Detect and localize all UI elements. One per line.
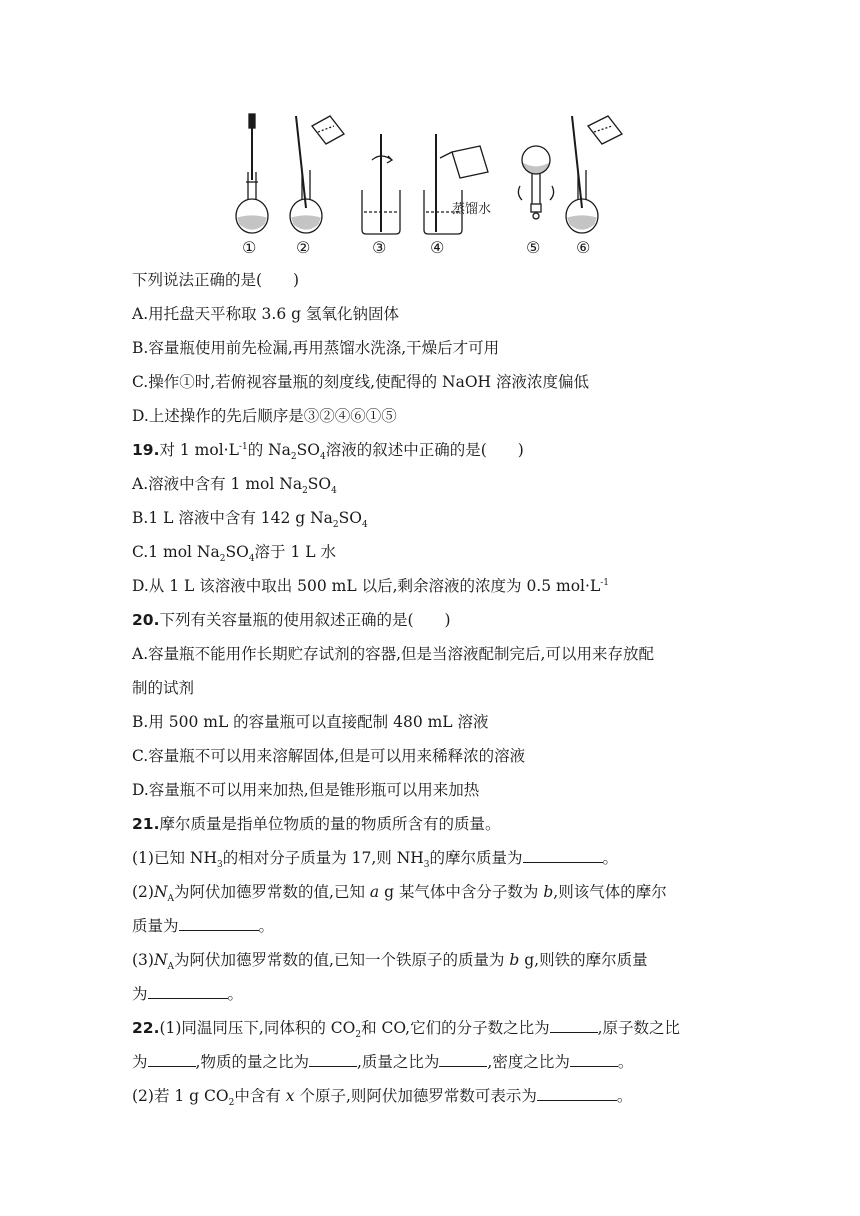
answer-blank[interactable] <box>570 1052 618 1067</box>
q20-option-a-line2: 制的试剂 <box>132 679 195 697</box>
q20-option-d: D.容量瓶不可以用来加热,但是锥形瓶可以用来加热 <box>132 781 480 799</box>
q19-option-a: A.溶液中含有 1 mol $Na_2SO_4$ <box>132 475 337 497</box>
question-number: 19. <box>132 441 160 459</box>
q18-option-a: A.用托盘天平称取 3.6 g 氢氧化钠固体 <box>132 305 399 323</box>
flask-shaking-illustration <box>518 146 553 219</box>
answer-blank[interactable] <box>523 848 603 863</box>
question-number: 20. <box>132 611 160 629</box>
step-label-3: ③ <box>372 238 387 257</box>
answer-blank[interactable] <box>148 1052 196 1067</box>
q21-stem: 21.摩尔质量是指单位物质的量的物质所含有的质量。 <box>132 815 501 833</box>
q21-part-3: $(3)N_A$为阿伏加德罗常数的值,已知一个铁原子的质量为 b g,则铁的摩尔质量 <box>132 951 648 973</box>
apparatus-figure <box>226 112 630 258</box>
step-label-4: ④ <box>430 238 445 257</box>
beaker-stirring-illustration <box>362 134 400 234</box>
step-label-5: ⑤ <box>526 238 541 257</box>
q21-part-2: $(2)N_A$为阿伏加德罗常数的值,已知 a g 某气体中含分子数为 b,则该气体的摩尔 <box>132 883 667 905</box>
q18-option-c: C.操作①时,若俯视容量瓶的刻度线,使配得的 NaOH 溶液浓度偏低 <box>132 373 589 391</box>
answer-blank[interactable] <box>550 1018 598 1033</box>
beaker-washbottle-illustration <box>424 134 488 234</box>
q21-part-1: (1)已知 $NH_3$的相对分子质量为 17,则 $NH_3$的摩尔质量为 。 <box>132 849 619 871</box>
flask-transfer-illustration <box>566 116 622 233</box>
answer-blank[interactable] <box>537 1086 617 1101</box>
q18-option-d: D.上述操作的先后顺序是③②④⑥①⑤ <box>132 407 397 425</box>
q22-part-1: 22.(1)同温同压下,同体积的 $CO_2$和 CO,它们的分子数之比为 ,原子数之比 <box>132 1019 681 1041</box>
step-label-6: ⑥ <box>576 238 591 257</box>
q22-part-2: (2)若 1 g $CO_2$中含有 x 个原子,则阿伏加德罗常数可表示为 。 <box>132 1087 633 1109</box>
q18-option-b: B.容量瓶使用前先检漏,再用蒸馏水洗涤,干燥后才可用 <box>132 339 500 357</box>
q19-option-c: C.1 mol $Na_2SO_4$溶于 1 L 水 <box>132 543 336 565</box>
distilled-water-label: 蒸馏水 <box>452 202 492 217</box>
answer-blank[interactable] <box>179 916 259 931</box>
step-label-1: ① <box>242 238 257 257</box>
answer-blank[interactable] <box>309 1052 357 1067</box>
answer-blank[interactable] <box>148 984 228 999</box>
q19-option-b: B.1 L 溶液中含有 142 g $Na_2SO_4$ <box>132 509 368 531</box>
q19-option-d: D.从 1 L 该溶液中取出 500 mL 以后,剩余溶液的浓度为 0.5 $mol\cdot L^{-1}$ <box>132 577 610 595</box>
q19-stem: 19.对 1 $mol\cdot L^{-1}$的 $Na_2SO_4$溶液的叙述中正确的是( ) <box>132 441 524 463</box>
q20-option-c: C.容量瓶不可以用来溶解固体,但是可以用来稀释浓的溶液 <box>132 747 526 765</box>
flask-pouring-illustration <box>290 116 344 233</box>
step-label-2: ② <box>296 238 311 257</box>
q20-option-b: B.用 500 mL 的容量瓶可以直接配制 480 mL 溶液 <box>132 713 489 731</box>
q18-stem: 下列说法正确的是( ) <box>132 271 300 289</box>
q21-part-2-line2: 质量为 。 <box>132 917 275 935</box>
answer-blank[interactable] <box>439 1052 487 1067</box>
question-number: 21. <box>132 815 160 833</box>
q20-option-a-line1: A.容量瓶不能用作长期贮存试剂的容器,但是当溶液配制完后,可以用来存放配 <box>132 645 654 663</box>
q20-stem: 20.下列有关容量瓶的使用叙述正确的是( ) <box>132 611 451 629</box>
question-number: 22. <box>132 1019 160 1037</box>
q21-part-3-line2: 为 。 <box>132 985 244 1003</box>
flask-dropper-illustration <box>236 114 268 233</box>
q22-part-1-line2: 为 ,物质的量之比为 ,质量之比为 ,密度之比为 。 <box>132 1053 634 1071</box>
